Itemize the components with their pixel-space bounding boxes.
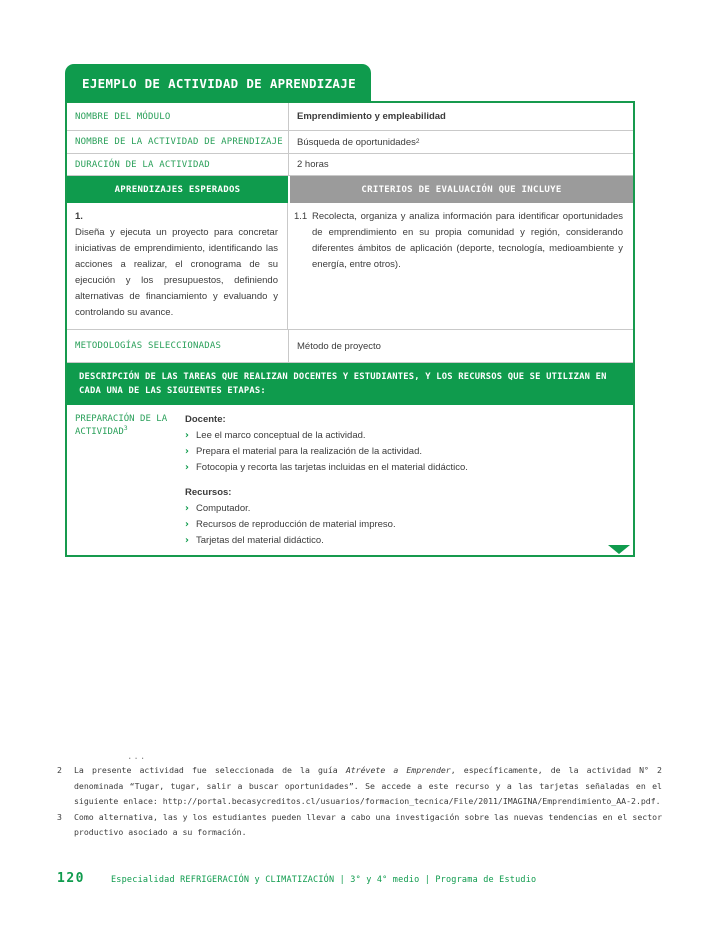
footnote-ellipsis: ... xyxy=(127,752,147,762)
bullet-icon: › xyxy=(185,430,189,441)
preparation-stage-label xyxy=(67,405,185,555)
activity-table xyxy=(65,101,635,557)
bullet-icon: › xyxy=(185,503,189,514)
footnote-2-part3: . xyxy=(655,796,661,806)
list-item xyxy=(185,460,621,476)
bullet-icon: › xyxy=(185,535,189,546)
table-row-duration xyxy=(67,154,633,176)
docente-title: Docente: xyxy=(185,414,226,425)
bullet-icon: › xyxy=(185,519,189,530)
docente-list xyxy=(185,428,621,476)
page-footer xyxy=(57,871,536,886)
list-item-text: Prepara el material para la realización de la actividad. xyxy=(196,446,423,457)
criterion-text: Recolecta, organiza y analiza información para identificar oportunidades de emprendimiento en su propia comunidad y región, considerando diferentes ámbitos de aplicación (deporte, tecnología, medioambiente y energía, entre otros). xyxy=(312,211,623,270)
footnote-2-part1: La presente actividad fue seleccionada de la guía xyxy=(74,765,346,775)
table-row-activity-name xyxy=(67,131,633,154)
footnote-2-part2: , específicamente, de la actividad N° 2 denominada “Tugar, tugar, salir a buscar oportunidades”. Se accede a este recurso y a las tarjetas señaladas en el siguiente enlace: xyxy=(74,765,662,806)
evaluation-criterion-cell xyxy=(288,203,633,329)
preparation-content xyxy=(185,405,633,555)
footnote-number: 3 xyxy=(57,811,62,822)
list-item-text: Recursos de reproducción de material impreso. xyxy=(196,519,396,530)
expected-learning-cell xyxy=(67,203,288,329)
bullet-icon: › xyxy=(185,446,189,457)
duration-label: DURACIÓN DE LA ACTIVIDAD xyxy=(75,159,210,170)
list-item-text: Tarjetas del material didáctico. xyxy=(196,535,324,546)
methodology-label: METODOLOGÍAS SELECCIONADAS xyxy=(75,341,222,351)
continuation-arrow-icon xyxy=(608,545,630,554)
footnote-url[interactable]: http://portal.becasycreditos.cl/usuarios/formacion_tecnica/File/2011/IMAGINA/Emprendimiento_AA-2.pdf xyxy=(162,796,656,806)
activity-name-label: NOMBRE DE LA ACTIVIDAD DE APRENDIZAJE xyxy=(75,137,283,147)
list-item xyxy=(185,428,621,444)
table-header-row xyxy=(67,176,633,203)
footnote-3-text: Como alternativa, las y los estudiantes pueden llevar a cabo una investigación sobre las nuevas tendencias en el sector productivo asociado a su formación. xyxy=(74,811,662,837)
methodology-value: Método de proyecto xyxy=(288,330,633,362)
module-name-label: NOMBRE DEL MÓDULO xyxy=(75,111,171,122)
duration-value: 2 horas xyxy=(288,154,633,175)
preparation-label-text: PREPARACIÓN DE LA ACTIVIDAD xyxy=(75,414,168,437)
footnote-number: 2 xyxy=(57,765,62,775)
activity-example-tab xyxy=(65,64,371,102)
table-row-methodology xyxy=(67,330,633,363)
module-name-value: Emprendimiento y empleabilidad xyxy=(288,103,633,130)
recursos-title: Recursos: xyxy=(185,487,232,498)
list-item xyxy=(185,517,621,533)
footer-text: Especialidad REFRIGERACIÓN y CLIMATIZACIÓN | 3° y 4° medio | Programa de Estudio xyxy=(110,875,537,885)
list-item xyxy=(185,501,621,517)
footnote-ref-3: 3 xyxy=(123,424,128,432)
learning-text: Diseña y ejecuta un proyecto para concretar iniciativas de emprendimiento, identificando las acciones a realizar, el cronograma de su ejecución y los presupuestos, definiendo alternativas de financiamiento y evaluando y controlando su avance. xyxy=(75,227,278,318)
list-item-text: Fotocopia y recorta las tarjetas incluidas en el material didáctico. xyxy=(196,462,468,473)
evaluation-criteria-header: CRITERIOS DE EVALUACIÓN QUE INCLUYE xyxy=(290,176,633,203)
list-item-text: Lee el marco conceptual de la actividad. xyxy=(196,430,366,441)
footnotes xyxy=(57,751,662,841)
footnote-2 xyxy=(57,763,662,810)
table-row-module-name xyxy=(67,103,633,131)
tasks-description-header: DESCRIPCIÓN DE LAS TAREAS QUE REALIZAN DOCENTES Y ESTUDIANTES, Y LOS RECURSOS QUE SE UTILIZAN EN CADA UNA DE LAS SIGUIENTES ETAPAS: xyxy=(67,363,633,405)
expected-learnings-header: APRENDIZAJES ESPERADOS xyxy=(67,176,288,203)
activity-example-title: EJEMPLO DE ACTIVIDAD DE APRENDIZAJE xyxy=(82,75,356,91)
section-spacer xyxy=(185,476,621,485)
bullet-icon: › xyxy=(185,462,189,473)
footnote-2-guide-title: Atrévete a Emprender xyxy=(345,765,451,775)
learning-number: 1. xyxy=(75,211,83,222)
list-item-text: Computador. xyxy=(196,503,251,514)
preparation-row xyxy=(67,405,633,555)
list-item xyxy=(185,533,621,549)
list-item xyxy=(185,444,621,460)
recursos-list xyxy=(185,501,621,549)
activity-name-text: Búsqueda de oportunidades xyxy=(297,136,416,148)
footnote-3 xyxy=(57,810,662,841)
learning-criteria-row xyxy=(67,203,633,330)
page-number: 120 xyxy=(57,871,85,886)
activity-name-value: Búsqueda de oportunidades 2 xyxy=(288,131,633,153)
criterion-number: 1.1 xyxy=(294,211,308,222)
footnote-2-text xyxy=(74,763,662,810)
